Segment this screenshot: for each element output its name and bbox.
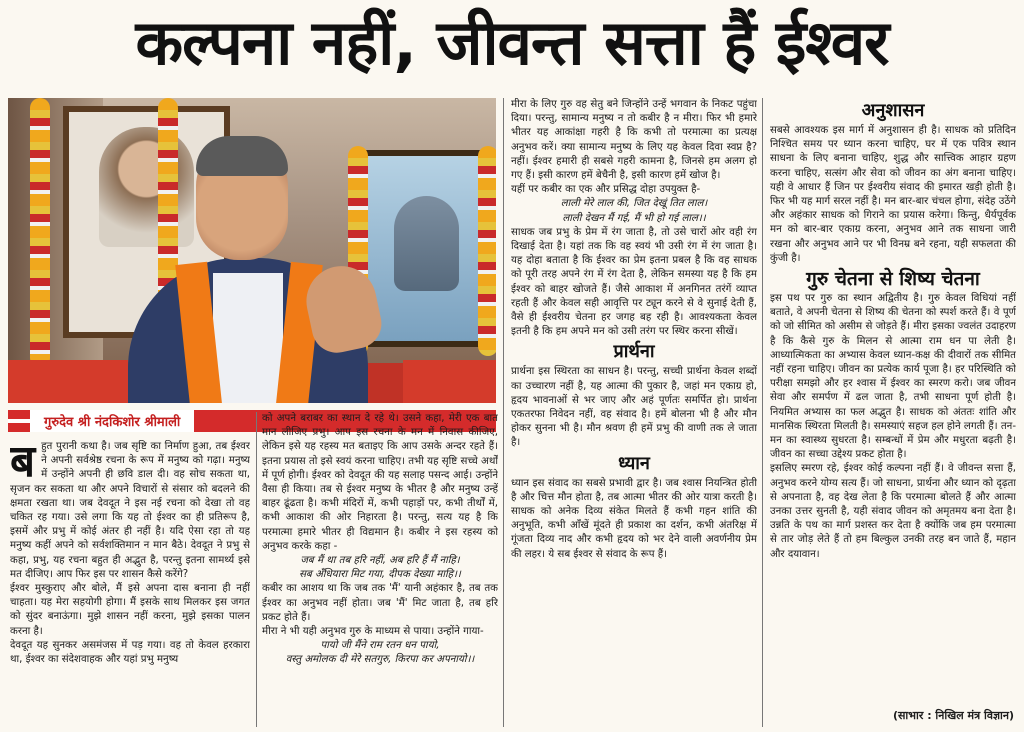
article-photo bbox=[8, 98, 496, 403]
doha-line: लाली मेरे लाल की, जित देखूं तित लाल। bbox=[560, 198, 708, 210]
doha-line: लाली देखन मैं गई, मैं भी हो गई लाल।। bbox=[562, 212, 706, 224]
section-heading-dhyan: ध्यान bbox=[618, 452, 650, 474]
paragraph: ईश्वर मुस्कुराए और बोले, मैं इसे अपना दास बनाना ही नहीं चाहता। यह मेरा सहयोगी होगा। मैं इसके साथ मिलकर इस जगत को सुंदर बनाऊंगा। मुझे शासन नहीं करना, मुझे इसका पालन करना है। bbox=[10, 583, 250, 637]
paragraph: ध्यान इस संवाद का सबसे प्रभावी द्वार है। जब श्वास नियन्त्रित होती है और चित्त मौन होता है, तब आत्मा भीतर की ओर यात्रा करती है। साधक को अनेक दिव्य संकेत मिलते हैं कभी गहन शांति की अनुभूति, कभी आँखें मूंदते ही प्रकाश का दर्शन, कभी अंतरिक्ष में गूंजता दिव्य नाद और कभी हृदय को भर देने वाली अवर्णनीय प्रेम की लहर। ये सब ईश्वर से संवाद के रूप हैं। bbox=[511, 477, 757, 560]
section-heading-anushasan: अनुशासन bbox=[861, 100, 925, 121]
paragraph: मीरा ने भी यही अनुभव गुरु के माध्यम से पाया। उन्होंने गाया- bbox=[262, 626, 484, 638]
source-credit: (साभार : निखिल मंत्र विज्ञान) bbox=[892, 709, 1014, 722]
doha-line: वस्तु अमोलक दी मेरे सतगुरु, किरपा कर अपनायो।। bbox=[285, 654, 475, 666]
paragraph: इस पथ पर गुरु का स्थान अद्वितीय है। गुरु केवल विधियां नहीं बताते, वे अपनी चेतना से शिष्य की चेतना को स्पर्श करते हैं। वे पूर्ण को जो सीमित को असीम से जोड़ते हैं। मीरा इसका ज्वलंत उदाहरण है कि कैसे गुरु के मिलन से आत्मा राम धन पा लेती है। आध्यात्मिकता का अभ्यास केवल ध्यान-कक्ष की दीवारों तक सीमित नहीं रहना चाहिए। जीवन का प्रत्येक कार्य पूजा है। हर परिस्थिति को परीक्षा समझो और हर श्वास में ईश्वर का स्मरण करो। जब जीवन सेवा और समर्पण में ढल जाता है, तभी साधना पूर्ण होती है। नियमित अभ्यास का फल अद्भुत है। साधक को अंततः शांति और मानसिक स्थिरता मिलती है। समस्याएं सहज हल होने लगती हैं। तन-मन का स्वास्थ्य सुधरता है। सम्बन्धों में प्रेम और मधुरता बढ़ती है। जीवन का सच्चा उद्देश्य प्रकट होता है। bbox=[770, 293, 1016, 461]
article-column-3 bbox=[511, 98, 757, 730]
drop-cap: ब bbox=[10, 440, 36, 487]
section-heading-guru-chetna: गुरु चेतना से शिष्य चेतना bbox=[806, 268, 980, 291]
doha-line: सब अँधियारा मिट गया, दीपक देख्या माहि।। bbox=[299, 569, 461, 581]
paragraph: इसलिए स्मरण रहे, ईश्वर कोई कल्पना नहीं हैं। वे जीवन्त सत्ता हैं, अनुभव करने योग्य सत्य हैं। जो साधना, प्रार्थना और ध्यान को दृढ़ता से अपनाता है, वह देख लेता है कि परमात्मा बोलते हैं और आत्मा उनका उत्तर सुनती है, यही संवाद जीवन को अमृतमय बना देता है। उन्नति के पथ का मार्ग प्रशस्त कर देता है क्योंकि जब हम परमात्मा से तार जोड़ लेते हैं तो हम बिल्कुल उनकी तरह बन जाते हैं, महान और दयावान। bbox=[770, 463, 1016, 560]
paragraph: कबीर का आशय था कि जब तक 'मैं' यानी अहंकार है, तब तक ईश्वर का अनुभव नहीं होता। जब 'मैं' मिट जाता है, तब हरि प्रकट होते हैं। bbox=[262, 583, 498, 623]
article-column-1 bbox=[10, 440, 250, 730]
paragraph: यहीं पर कबीर का एक और प्रसिद्ध दोहा उपयुक्त है- bbox=[511, 184, 701, 196]
paragraph: मीरा के लिए गुरु वह सेतु बने जिन्होंने उन्हें भगवान के निकट पहुंचा दिया। परन्तु, सामान्य मनुष्य न तो कबीर है न मीरा। फिर भी हमारे भीतर यह आकांक्षा गहरी है कि कभी तो परमात्मा का प्रत्यक्ष अनुभव करें। क्या सामान्य मनुष्य के लिए यह केवल दिवा स्वप्न है? नहीं। ईश्वर हमारी ही सबसे गहरी कामना है, जिनसे हम अलग हो गए हैं। इसी कारण हमें बेचैनी है, इसी कारण हमें खोज है। bbox=[511, 99, 757, 182]
article-column-2 bbox=[262, 412, 498, 730]
paragraph: साधक जब प्रभु के प्रेम में रंग जाता है, तो उसे चारों ओर वही रंग दिखाई देता है। यहां तक कि वह स्वयं भी उसी रंग में रंग जाता है। यह दोहा बताता है कि ईश्वर का प्रेम इतना प्रबल है कि वह साधक को पूरी तरह अपने रंग में रंग देता है, लेकिन समस्या यह है कि हम ईश्वर को बाहर खोजते हैं। जैसे आकाश में अनगिनत तरंगें व्याप्त रहती हैं और केवल सही आवृत्ति पर ट्यून करने से वे सुनाई देती हैं, वैसे ही ईश्वरीय चेतना हर जगह बह रही है। आवश्यकता केवल इतनी है कि हम अपने मन को उसी तरंग पर स्थिर करना सीखें। bbox=[511, 226, 757, 338]
headline: कल्पना नहीं, जीवन्त सत्ता हैं ईश्वर bbox=[135, 6, 889, 79]
doha-line: पायो जी मैंने राम रतन धन पायो, bbox=[320, 640, 440, 652]
paragraph: को अपने बराबर का स्थान दे रहे थे। उसने कहा, मेरी एक बात मान लीजिए प्रभु। आप इस रचना के मन में निवास कीजिए, लेकिन इसे यह रहस्य मत बताइए कि आप उसके अन्दर रहते हैं। इतना प्रयास तो इसे स्वयं करना चाहिए। तभी यह सृष्टि सच्चे अर्थों में पूर्ण होगी। ईश्वर को देवदूत की यह सलाह पसन्द आई। उन्होंने वैसा ही किया। तब से ईश्वर मनुष्य के भीतर है और मनुष्य उन्हें बाहर ढूंढता है। कभी मंदिरों में, कभी पहाड़ों पर, कभी तीर्थों में, कभी आकाश की ओर निहारता है। परन्तु, सत्य यह है कि परमात्मा हमारे भीतर ही विद्यमान है। कबीर ने इस रहस्य को अनुभव करके कहा - bbox=[262, 413, 498, 552]
article-column-4 bbox=[770, 98, 1016, 706]
photo-caption: गुरुदेव श्री नंदकिशोर श्रीमाली bbox=[30, 410, 194, 432]
paragraph: प्रार्थना इस स्थिरता का साधन है। परन्तु, सच्ची प्रार्थना केवल शब्दों का उच्चारण नहीं है, यह आत्मा की पुकार है, जहां मन एकाग्र हो, हृदय भावनाओं से भर जाए और अहं पूर्णतः समर्पित हो। प्रार्थना एकतरफा निवेदन नहीं, वह संवाद है। हमें बोलना भी है और मौन होकर सुनना भी है। मौन श्रवण ही हमें प्रभु की वाणी तक ले जाता है। bbox=[511, 366, 757, 449]
paragraph: सबसे आवश्यक इस मार्ग में अनुशासन ही है। साधक को प्रतिदिन निश्चित समय पर ध्यान करना चाहिए, घर में एक पवित्र स्थान साधना के लिए बनाना चाहिए, शुद्ध और सात्त्विक आहार ग्रहण करना चाहिए, सत्संग और सेवा को जीवन का अंग बनाना चाहिए। यही वे आधार हैं जिन पर ईश्वरीय संवाद की इमारत खड़ी होती है। फिर भी यह मार्ग सरल नहीं है। मन बार-बार चंचल होगा, संदेह उठेंगे और अहंकार साधक को गिराने का प्रयास करेगा। किन्तु, धैर्यपूर्वक मन को बार-बार एकाग्र करना, अनुभव आने तक साधना जारी रखना और अनुभव आने पर भी विनम्र बने रहना, यही सफलता की कुंजी है। bbox=[770, 125, 1016, 264]
doha-line: जब मैं था तब हरि नहीं, अब हरि हैं मैं नाहि। bbox=[300, 555, 460, 567]
paragraph: बहुत पुरानी कथा है। जब सृष्टि का निर्माण हुआ, तब ईश्वर ने अपनी सर्वश्रेष्ठ रचना के रूप में मनुष्य को गढ़ा। मनुष्य में उन्होंने अपनी ही छवि डाल दी। वह सोच सकता था, सृजन कर सकता था और अपने विचारों से संसार को बदलने की क्षमता रखता था। जब देवदूत ने इस नई रचना को देखा तो वह चकित रह गया। उसे लगा कि यह तो ईश्वर का ही प्रतिरूप है, इसमें और प्रभु में कोई अंतर ही नहीं है। यदि ऐसा रहा तो यह मनुष्य कहीं अपने को सर्वशक्तिमान न मान बैठे। देवदूत ने प्रभु से कहा, प्रभु, यह रचना बहुत ही अद्भुत है, परन्तु इतना सामर्थ्य इसे मत दीजिए। आप फिर इस पर शासन कैसे करेंगे? bbox=[10, 440, 250, 580]
paragraph: देवदूत यह सुनकर असमंजस में पड़ गया। वह तो केवल हरकारा था, ईश्वर का संदेशवाहक और यहां प्रभु मनुष्य bbox=[10, 639, 250, 666]
section-heading-prarthana: प्रार्थना bbox=[613, 341, 655, 363]
